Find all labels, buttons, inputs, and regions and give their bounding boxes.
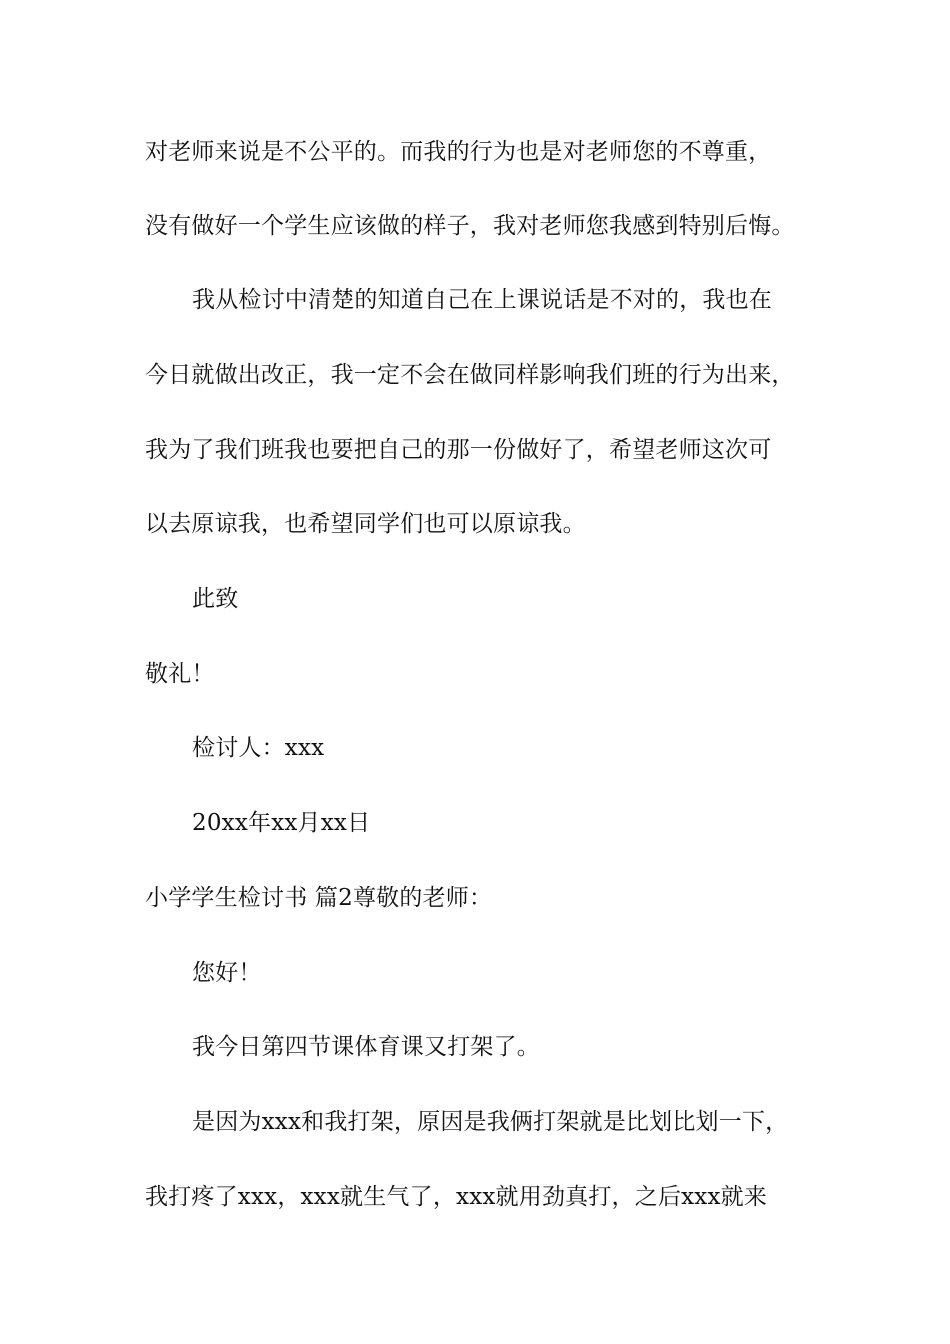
- signature-line: 检讨人：xxx: [192, 735, 325, 761]
- paragraph-line-13: 我今日第四节课体育课又打架了。: [192, 1034, 540, 1060]
- paragraph-line-5: 我为了我们班我也要把自己的那一份做好了，希望老师这次可: [145, 437, 772, 463]
- paragraph-line-3: 我从检讨中清楚的知道自己在上课说话是不对的，我也在: [192, 287, 772, 313]
- date-line: 20xx年xx月xx日: [192, 810, 371, 836]
- paragraph-line-15: 我打疼了xxx，xxx就生气了，xxx就用劲真打，之后xxx就来: [145, 1184, 768, 1210]
- paragraph-line-2: 没有做好一个学生应该做的样子，我对老师您我感到特别后悔。: [145, 213, 795, 239]
- paragraph-line-14: 是因为xxx和我打架，原因是我俩打架就是比划比划一下，: [192, 1109, 789, 1135]
- closing-respect: 敬礼！: [145, 661, 215, 687]
- greeting-line: 您好！: [192, 960, 262, 986]
- section-title: 小学学生检讨书 篇2尊敬的老师：: [145, 885, 493, 911]
- paragraph-line-4: 今日就做出改正，我一定不会在做同样影响我们班的行为出来，: [145, 362, 795, 388]
- paragraph-line-1: 对老师来说是不公平的。而我的行为也是对老师您的不尊重，: [145, 139, 772, 165]
- paragraph-line-6: 以去原谅我，也希望同学们也可以原谅我。: [145, 511, 586, 537]
- closing-salutation: 此致: [192, 586, 239, 612]
